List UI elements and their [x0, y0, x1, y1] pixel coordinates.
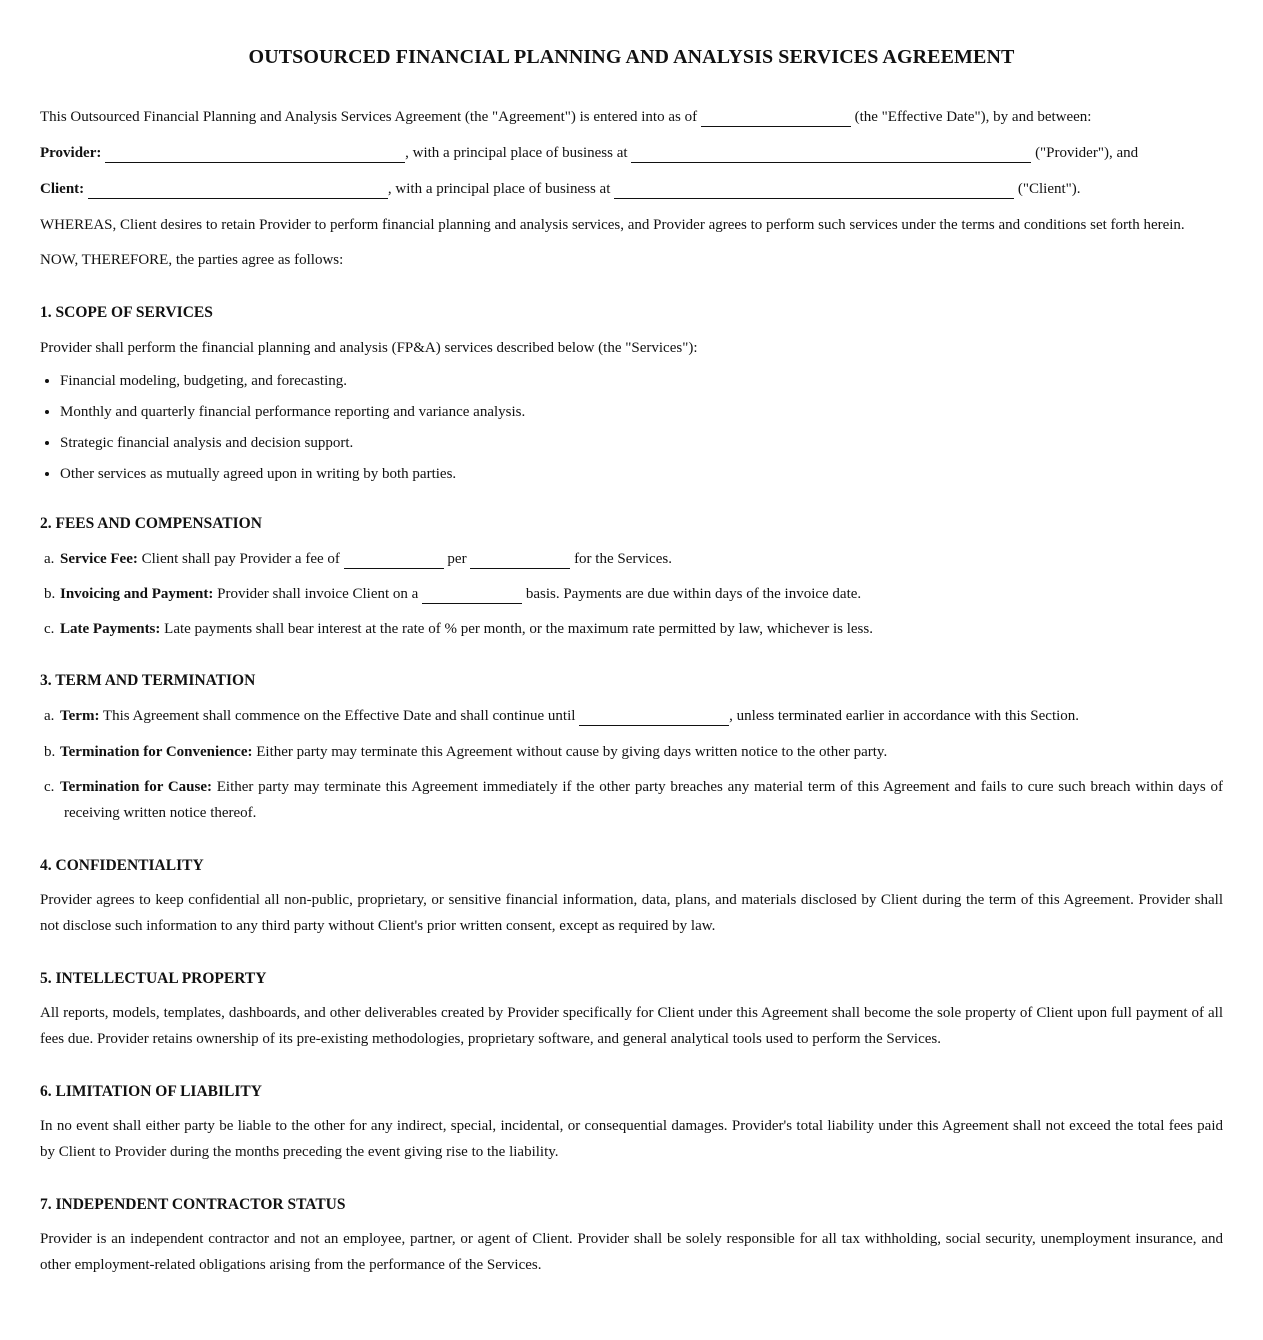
- client-address-blank[interactable]: [614, 180, 1014, 199]
- list-item: [44, 581, 1223, 607]
- client-end-text: ("Client").: [1017, 181, 1081, 197]
- services-list: [40, 371, 1223, 484]
- provider-name-blank[interactable]: [105, 144, 405, 163]
- clause-label: Termination for Convenience:: [60, 744, 253, 760]
- clause-text: Either party may terminate this Agreement without cause by giving days written notice to the other party.: [256, 744, 888, 760]
- fee-period-blank[interactable]: [470, 550, 570, 569]
- clause-text: Provider shall invoice Client on a: [217, 586, 419, 602]
- section-6-text: In no event shall either party be liable to the other for any indirect, special, incidental, or consequential damages. Provider's total liability under this Agreement shall not exceed the total fees paid by Client to Provider during the months preceding the event giving rise to the liability.: [40, 1118, 1223, 1160]
- list-item: • Financial modeling, budgeting, and forecasting.: [60, 371, 1223, 391]
- clause-label: Termination for Cause:: [60, 779, 212, 795]
- clause-label: Late Payments:: [60, 621, 161, 637]
- list-item: • Other services as mutually agreed upon in writing by both parties.: [60, 464, 1223, 484]
- list-item: [44, 739, 1223, 765]
- list-item: [44, 616, 1223, 642]
- provider-end-text: ("Provider"), and: [1035, 145, 1139, 161]
- fee-amount-blank[interactable]: [344, 550, 444, 569]
- provider-mid-text: , with a principal place of business at: [405, 145, 628, 161]
- clause-text: basis. Payments are due within days of the invoice date.: [525, 586, 862, 602]
- section-7-text: Provider is an independent contractor and not an employee, partner, or agent of Client. Provider shall be solely responsible for all tax withholding, social security, unemployment insurance, and other employment-related obligations arising from the performance of the Services.: [40, 1231, 1223, 1273]
- list-item: [44, 774, 1223, 826]
- provider-address-blank[interactable]: [631, 144, 1031, 163]
- provider-label: Provider:: [40, 145, 102, 161]
- clause-label: Service Fee:: [60, 551, 138, 567]
- fees-list: [40, 546, 1223, 642]
- section-2-heading: 2. FEES AND COMPENSATION: [40, 515, 262, 532]
- clause-label: Term:: [60, 708, 100, 724]
- clause-text: This Agreement shall commence on the Effective Date and shall continue until: [102, 708, 576, 724]
- section-7-heading: 7. INDEPENDENT CONTRACTOR STATUS: [40, 1196, 346, 1213]
- intro-text-end: (the "Effective Date"), by and between:: [854, 109, 1092, 125]
- section-5-heading: 5. INTELLECTUAL PROPERTY: [40, 970, 267, 987]
- term-list: [40, 703, 1223, 826]
- clause-text: for the Services.: [574, 551, 672, 567]
- now-therefore-paragraph: NOW, THEREFORE, the parties agree as follows:: [40, 252, 344, 268]
- invoice-frequency-blank[interactable]: [422, 585, 522, 604]
- clause-text: Late payments shall bear interest at the rate of % per month, or the maximum rate permitted by law, whichever is less.: [164, 621, 873, 637]
- list-marker: b.: [44, 586, 56, 602]
- list-item: [44, 546, 1223, 572]
- section-3-heading: 3. TERM AND TERMINATION: [40, 672, 256, 689]
- list-item: • Monthly and quarterly financial performance reporting and variance analysis.: [60, 402, 1223, 422]
- list-marker: c.: [44, 779, 55, 795]
- intro-paragraph: [40, 104, 1223, 130]
- clause-label: Invoicing and Payment:: [60, 586, 214, 602]
- list-marker: c.: [44, 621, 55, 637]
- list-marker: a.: [44, 551, 55, 567]
- agreement-document: [0, 44, 1263, 1278]
- whereas-paragraph: WHEREAS, Client desires to retain Provider to perform financial planning and analysis services, and Provider agrees to perform such services under the terms and conditions set forth herein.: [40, 217, 1185, 233]
- client-name-blank[interactable]: [88, 180, 388, 199]
- list-item: • Strategic financial analysis and decision support.: [60, 433, 1223, 453]
- intro-text: This Outsourced Financial Planning and Analysis Services Agreement (the "Agreement") is entered into as of: [40, 109, 698, 125]
- list-marker: a.: [44, 708, 55, 724]
- section-5-text: All reports, models, templates, dashboards, and other deliverables created by Provider specifically for Client under this Agreement shall become the sole property of Client upon full payment of all fees due. Provider retains ownership of its pre-existing methodologies, proprietary software, and general analytical tools used to perform the Services.: [40, 1005, 1223, 1047]
- client-label: Client:: [40, 181, 85, 197]
- client-mid-text: , with a principal place of business at: [387, 181, 611, 197]
- clause-text: per: [447, 551, 467, 567]
- effective-date-blank[interactable]: [701, 108, 851, 127]
- term-end-date-blank[interactable]: [579, 707, 729, 726]
- client-line: [40, 176, 1223, 202]
- section-4-text: Provider agrees to keep confidential all non-public, proprietary, or sensitive financial information, data, plans, and materials disclosed by Client during the term of this Agreement. Provider shall not disclose such information to any third party without Client's prior written consent, except as required by law.: [40, 892, 1223, 934]
- list-item: [44, 703, 1223, 729]
- list-marker: b.: [44, 744, 56, 760]
- section-4-heading: 4. CONFIDENTIALITY: [40, 857, 204, 874]
- clause-text: , unless terminated earlier in accordance with this Section.: [729, 708, 1080, 724]
- clause-text: Either party may terminate this Agreement immediately if the other party breaches any material term of this Agreement and fails to cure such breach within days of receiving written notice thereof.: [64, 779, 1224, 821]
- section-6-heading: 6. LIMITATION OF LIABILITY: [40, 1083, 262, 1100]
- document-title: OUTSOURCED FINANCIAL PLANNING AND ANALYSIS SERVICES AGREEMENT: [248, 46, 1015, 68]
- section-1-intro: Provider shall perform the financial planning and analysis (FP&A) services described below (the "Services"):: [40, 340, 698, 356]
- provider-line: [40, 140, 1223, 166]
- clause-text: Client shall pay Provider a fee of: [141, 551, 340, 567]
- section-1-heading: 1. SCOPE OF SERVICES: [40, 304, 213, 321]
